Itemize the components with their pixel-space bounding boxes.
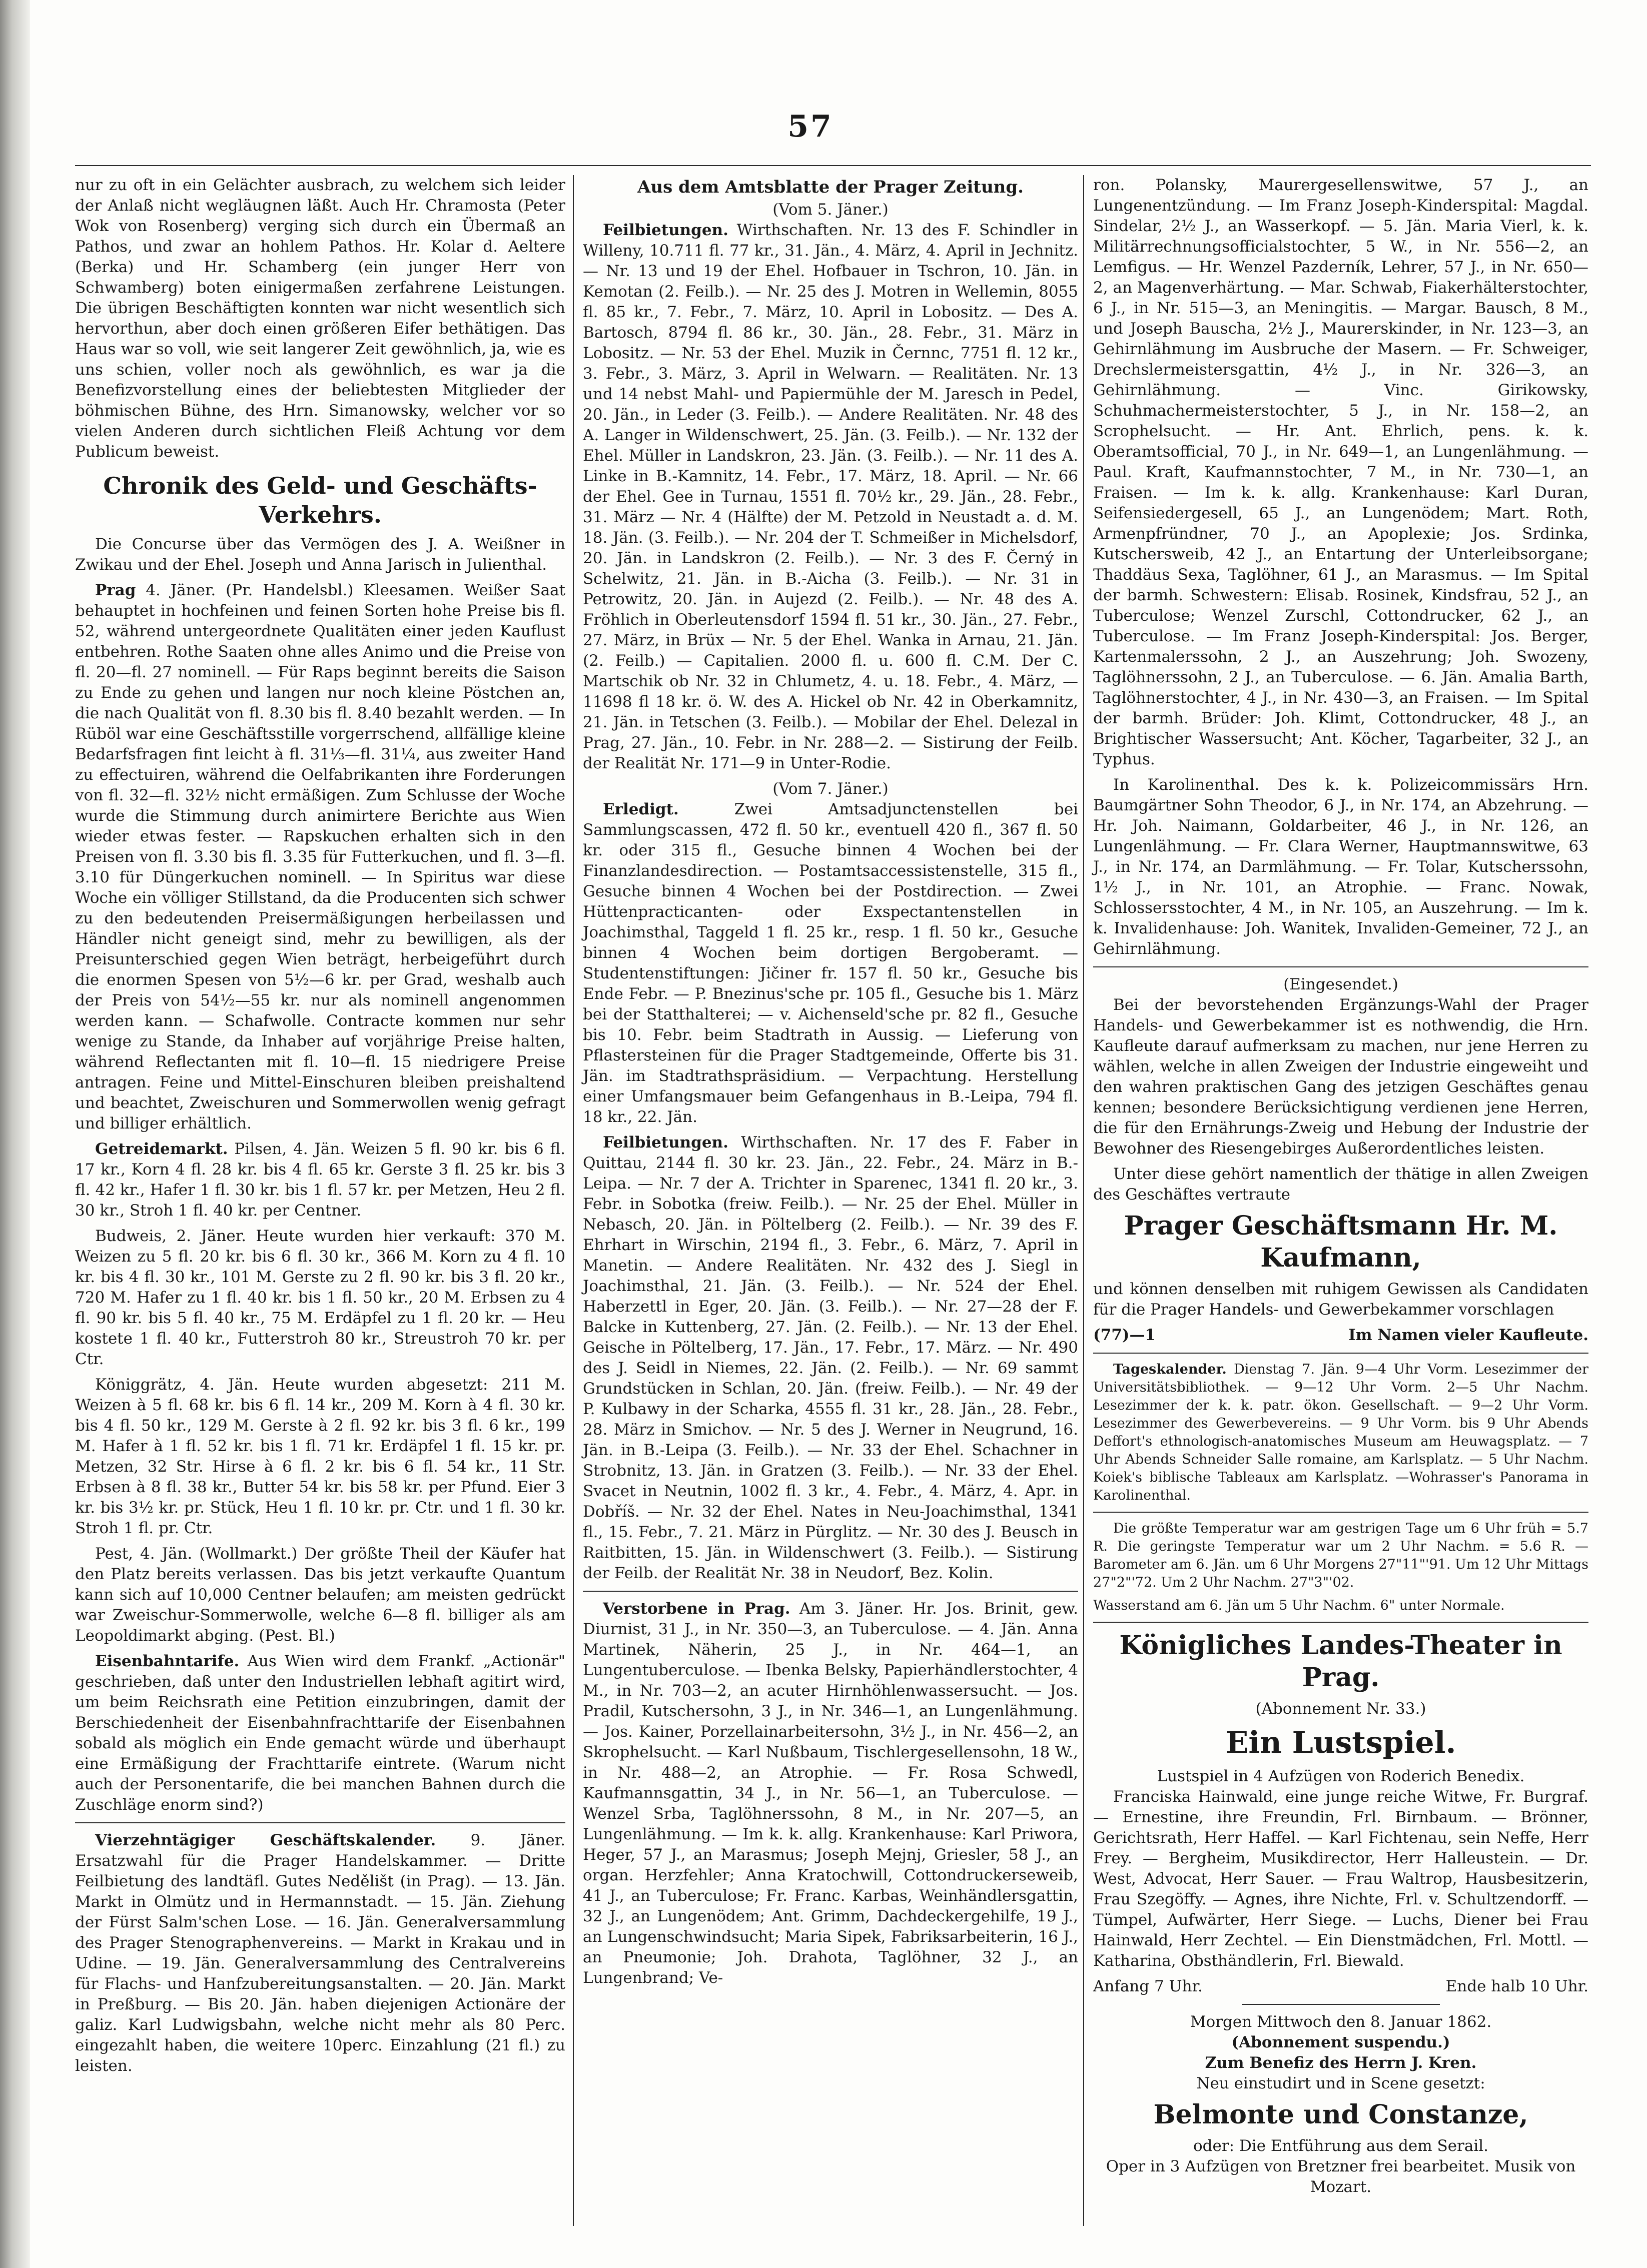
kalender-text: 9. Jäner. Ersatzwahl für die Prager Handelskammer. — Dritte Feilbietung des landtäfl. Gutes Nedělišt (in Prag). — 13. Jän. Markt in Olmütz und in Hermannstadt. — 15. Jän. Ziehung der Fürst Salm'schen Lose. — 16. Jän. Generalversammlung des Prager Stenographenvereins. — Markt in Krakau und in Udine. — 19. Jän. Generalversammlung des Centralvereins für Flachs- und Hanfzubereitungsanstalten. — 20. Jän. Markt in Preßburg. — Bis 20. Jän. haben diejenigen Actionäre der galiz. Karl Ludwigsbahn, welche nicht mehr als 80 Perc. eingezahlt haben, die weitere 10perc. Einzahlung (21 fl.) zu leisten. bbox=[75, 1831, 565, 2075]
verstorbene-continued: ron. Polansky, Maurergesellenswitwe, 57 J., an Lungenentzündung. — Im Franz Joseph-Kinderspital: Magdal. Sindelar, 2½ J., an Wasserkopf. — 5. Jän. Maria Vierl, k. k. Militärrechnungsofficialstochter, 5 W., in Nr. 556—2, an Lemfigus. — Hr. Wenzel Pazderník, Lehrer, 57 J., in Nr. 650—2, an Magenverhärtung. — Mar. Schwab, Fiakerhälterstochter, 6 J., in Nr. 515—3, an Meningitis. — Margar. Bausch, 8 M., und Joseph Bauscha, 2½ J., Maurerskinder, in Nr. 123—3, an Gehirnlähmung im Ausbruche der Masern. — Fr. Schweiger, Drechslermeistersgattin, 4½ J., in Nr. 326—3, an Gehirnlähmung. — Vinc. Girikowsky, Schuhmachermeisterstochter, 5 J., in Nr. 158—2, an Scrophelsucht. — Hr. Ant. Ehrlich, pens. k. k. Oberamtsofficial, 70 J., in Nr. 649—1, an Lungenlähmung. — Paul. Kraft, Kaufmannstochter, 7 M., in Nr. 730—1, an Fraisen. — Im k. k. allg. Krankenhause: Karl Duran, Seifensiedergesell, 65 J., an Lungenödem; Mart. Roth, Armenpfründner, 70 J., an Apoplexie; Jos. Srdinka, Kutschersweib, 42 J., an Entartung der Unterleibsorgane; Thaddäus Sexa, Taglöhner, 61 J., an Marasmus. — Im Spital der barmh. Schwestern: Elisab. Rosinek, Kindsfrau, 52 J., an Tuberculose; Wenzel Zurschl, Cottondrucker, 62 J., an Tuberculose. — Im Franz Joseph-Kinderspital: Jos. Berger, Kartenmalerssohn, 2 J., an Auszehrung; Joh. Swozeny, Taglöhnerssohn, 2 J., an Tuberculose. — 6. Jän. Amalia Barth, Taglöhnerstochter, 4 J., in Nr. 430—3, an Fraisen. — Im Spital der barmh. Brüder: Joh. Klimt, Cottondrucker, 48 J., an Brightischer Wassersucht; Ant. Köcher, Tagarbeiter, 32 J., an Typhus. bbox=[1093, 176, 1588, 768]
divider bbox=[583, 1591, 1078, 1592]
column-2 bbox=[583, 175, 1078, 1993]
verstorbene-lead: Verstorbene in Prag. bbox=[603, 1600, 790, 1618]
column-divider bbox=[1083, 175, 1084, 2226]
budweis-paragraph: Budweis, 2. Jäner. Heute wurden hier verkauft: 370 M. Weizen zu 5 fl. 20 kr. bis 6 fl. 30 kr., 366 M. Korn zu 4 fl. 10 kr. bis 4 fl. 30 kr., 101 M. Gerste zu 2 fl. 90 kr. bis 3 fl. 20 kr., 720 M. Hafer zu 1 fl. 40 kr. bis 1 fl. 50 kr., 20 M. Erbsen zu 4 fl. 90 kr. bis 5 fl. 40 kr., 75 M. Erdäpfel zu 1 fl. 20 kr. — Heu kostete 1 fl. 40 kr., Futterstroh 80 kr., Streustroh 70 kr. per Ctr. bbox=[75, 1227, 565, 1368]
signature-line bbox=[1093, 1325, 1588, 1346]
ad-number: (77)—1 bbox=[1093, 1326, 1156, 1344]
signature: Im Namen vieler Kaufleute. bbox=[1348, 1326, 1588, 1344]
pilsen-text: Pilsen, 4. Jän. Weizen 5 fl. 90 kr. bis 6 fl. 17 kr., Korn 4 fl. 28 kr. bis 4 fl. 65 kr. Gerste 3 fl. 25 kr. bis 3 fl. 42 kr., Hafer 1 fl. 30 kr. bis 1 fl. 57 kr. per Metzen, Heu 2 fl. 30 kr., Stroh 1 fl. 40 kr. per Centner. bbox=[75, 1140, 565, 1220]
end-time: Ende halb 10 Uhr. bbox=[1445, 1977, 1588, 1995]
column-3 bbox=[1093, 175, 1588, 2197]
eisenbahn-lead: Eisenbahntarife. bbox=[95, 1652, 240, 1670]
erledigt-paragraph bbox=[583, 799, 1078, 1127]
koeniggraetz-paragraph: Königgrätz, 4. Jän. Heute wurden abgesetzt: 211 M. Weizen à 5 fl. 68 kr. bis 6 fl. 14 kr., 209 M. Korn à 4 fl. 30 kr. bis 4 fl. 50 kr., 129 M. Gerste à 2 fl. 92 kr. bis 3 fl. 6 kr., 199 M. Hafer à 1 fl. 52 kr. bis 1 fl. 71 kr. Erdäpfel 1 fl. 15 kr. pr. Metzen, 32 Str. Hirse à 6 fl. 2 kr. bis 6 fl. 54 kr., 11 Str. Erbsen à 8 fl. 38 kr., Butter 54 kr. bis 58 kr. per Pfund. Eier 3 kr. bis 3½ kr. pr. Stück, Heu 1 fl. 10 kr. pr. Ctr. und 1 fl. 30 kr. Stroh 1 fl. pr. Ctr. bbox=[75, 1376, 565, 1537]
benefiz-line: Zum Benefiz des Herrn J. Kren. bbox=[1205, 2054, 1477, 2072]
neu-line: Neu einstudirt und in Scene gesetzt: bbox=[1196, 2074, 1485, 2092]
header-rule bbox=[75, 165, 1591, 166]
tageskalender-text: Dienstag 7. Jän. 9—4 Uhr Vorm. Lesezimmer der Universitätsbibliothek. — 9—12 Uhr Vorm. 2—5 Uhr Nachm. Lesezimmer der k. k. patr. ökon. Gesellschaft. — 9—2 Uhr Vorm. Lesezimmer des Gewerbevereins. — 9 Uhr Vorm. bis 9 Uhr Abends Deffort's ethnologisch-anatomisches Museum am Heuwagsplatz. — 7 Uhr Abends Schneider Salle romaine, am Karlsplatz. — 5 Uhr Nachm. Koiek's biblische Tableaux am Karlsplatz. —Wohrasser's Panorama in Karolinenthal. bbox=[1093, 1362, 1588, 1503]
date-heading: (Vom 5. Jäner.) bbox=[772, 201, 889, 219]
column-divider bbox=[573, 175, 574, 2226]
verstorbene-paragraph bbox=[583, 1599, 1078, 1988]
tageskalender-paragraph bbox=[1093, 1361, 1588, 1505]
divider bbox=[1242, 2004, 1440, 2005]
section-title-chronik: Chronik des Geld- und Geschäfts-Verkehrs. bbox=[103, 472, 537, 528]
date-heading: (Vom 7. Jäner.) bbox=[772, 780, 889, 798]
next-date: Morgen Mittwoch den 8. Januar 1862. bbox=[1190, 2013, 1492, 2031]
divider bbox=[1093, 1512, 1588, 1513]
kalender-paragraph bbox=[75, 1830, 565, 2076]
theater-review-text: nur zu oft in ein Gelächter ausbrach, zu welchem sich leider der Anlaß nicht wegläugnen läßt. Auch Hr. Chramosta (Peter Wok von Rosenberg) verging sich durch ein Übermaß an Pathos, und zwar an hohlem Pathos. Hr. Kolar d. Aeltere (Berka) und Hr. Schamberg (ein junger Herr von Schwamberg) boten einigermaßen zerfahrene Leistungen. Die übrigen Beschäftigten konnten war nicht wesentlich sich hervorthun, aber doch einen größeren Eifer bethätigen. Das Haus war so voll, wie seit langerer Zeit gewöhnlich, ja, wie es uns schien, voller noch als gewöhnlich, es war ja die Benefizvorstellung eines der beliebtesten Mitglieder der böhmischen Bühne, des Hrn. Simanowsky, welcher vor so vielen Anderen durch sichtlichen Fleiß Achtung vor dem Publicum beweist. bbox=[75, 176, 565, 461]
time-line bbox=[1093, 1976, 1588, 1997]
play-subtitle: Lustspiel in 4 Aufzügen von Roderich Benedix. bbox=[1157, 1767, 1525, 1785]
candidaten-paragraph: und können denselben mit ruhigem Gewissen als Candidaten für die Prager Handels- und Gewerbekammer vorschlagen bbox=[1093, 1280, 1588, 1319]
feilbietungen-text: Wirthschaften. Nr. 13 des F. Schindler in Willeny, 10.711 fl. 77 kr., 31. Jän., 4. März, 4. April in Jechnitz. — Nr. 13 und 19 der Ehel. Hofbauer in Tschron, 10. Jän. in Kemotan (2. Feilb.). — Nr. 25 des J. Motren in Wellemin, 8055 fl. 85 kr., 7. Febr., 7. März, 10. April in Lobositz. — Des A. Bartosch, 8794 fl. 86 kr., 30. Jän., 28. Febr., 31. März in Lobositz. — Nr. 53 der Ehel. Muzik in Černnc, 7751 fl. 12 kr., 3. Febr., 3. März, 3. April in Welwarn. — Realitäten. Nr. 13 und 14 nebst Mahl- und Papiermühle der M. Jaresch in Pedel, 20. Jän., in Leder (3. Feilb.). — Andere Realitäten. Nr. 48 des A. Langer in Wildenschwert, 25. Jän. (3. Feilb.). — Nr. 132 der Ehel. Müller in Landskron, 23. Jän. (3. Feilb.). — Nr. 11 des A. Linke in B.-Kamnitz, 14. Febr., 17. März, 18. April. — Nr. 66 der Ehel. Gee in Turnau, 1551 fl. 70½ kr., 29. Jän., 28. Febr., 31. März — Nr. 4 (Hälfte) der M. Petzold in Neustadt a. d. M. 18. Jän. (3. Feilb.). — Nr. 204 der T. Schmeißer in Michelsdorf, 20. Jän. in Landskron (2. Feilb.). — Nr. 3 des F. Černý in Schelwitz, 21. Jän. in B.-Aicha (3. Feilb.). — Nr. 31 in Petrowitz, 20. Jän. in Aujezd (2. Feilb.). — Nr. 48 des A. Fröhlich in Oberleutensdorf 1594 fl. 51 kr., 30. Jän., 27. Febr., 27. März, in Brüx — Nr. 5 der Ehel. Wanka in Arnau, 21. Jän. (2. Feilb.) — Capitalien. 2000 fl. u. 600 fl. C.M. Der C. Martschik ob Nr. 32 in Chlumetz, 4. u. 18. Febr., 4. März, — 11698 fl 18 kr. ö. W. des A. Hickel ob Nr. 42 in Oberkamnitz, 21. Jän. in Tetschen (3. Feilb.). — Mobilar der Ehel. Delezal in Prag, 27. Jän., 10. Febr. in Nr. 288—2. — Sistirung der Feilb. der Realität Nr. 171—9 in Unter-Rodie. bbox=[583, 221, 1078, 772]
eingesendet-heading: (Eingesendet.) bbox=[1283, 975, 1398, 993]
prag-lead: Prag bbox=[95, 581, 136, 599]
feilbietungen-paragraph bbox=[583, 220, 1078, 774]
play-title: Ein Lustspiel. bbox=[1225, 1725, 1456, 1760]
verstorbene-text: Am 3. Jäner. Hr. Jos. Brinit, gew. Diurnist, 31 J., in Nr. 350—3, an Tuberculose. — 4. Jän. Anna Martinek, Näherin, 25 J., in Nr. 464—1, an Lungentuberculose. — Ibenka Belsky, Papierhändlerstochter, 4 M., in Nr. 703—2, an acuter Hirnhöhlenwassersucht. — Jos. Pradil, Kutschersohn, 3 J., in Nr. 346—1, an Lungenlähmung. — Jos. Kainer, Porzellainarbeitersohn, 3½ J., in Nr. 456—2, an Skrophelsucht. — Karl Nußbaum, Tischlergesellensohn, 18 W., in Nr. 488—2, an Atrophie. — Fr. Rosa Schwedl, Kaufmannsgattin, 34 J., in Nr. 56—1, an Tuberculose. — Wenzel Srba, Taglöhnerssohn, 8 M., in Nr. 207—5, an Lungenlähmung. — Im k. k. allg. Krankenhause: Karl Priwora, Heger, 57 J., an Marasmus; Joseph Mejnj, Griesler, 58 J., an organ. Herzfehler; Anna Kratochwill, Cottondruckerseweib, 41 J., an Tuberculose; Fr. Franc. Karbas, Weinhändlersgattin, 32 J., an Lungenödem; Ant. Grimm, Dachdeckergehilfe, 19 J., an Lungenschwindsucht; Maria Sipek, Fabriksarbeiterin, 16 J., an Pneumonie; Joh. Drahota, Taglöhner, 32 J., an Lungenbrand; Ve- bbox=[583, 1600, 1079, 1987]
divider bbox=[75, 1822, 565, 1823]
eingesendet-paragraph: Bei der bevorstehenden Ergänzungs-Wahl der Prager Handels- und Gewerbekammer ist es nothwendig, die Hrn. Kaufleute darauf aufmerksam zu machen, nur jene Herren zu wählen, welche in allen Zweigen der Industrie eingeweiht und den wahren praktischen Gang des jetzigen Geschäftes genau kennen; besondere Berücksichtigung verdienen jene Herren, die für den Ernährungs-Zweig und Hebung der Industrie der Bewohner des Riesengebirges Außerordentliches leisten. bbox=[1093, 996, 1588, 1158]
opera-title: Belmonte und Constanze, bbox=[1153, 2099, 1528, 2130]
eisenbahn-text: Aus Wien wird dem Frankf. „Actionär" geschrieben, daß unter den Industriellen lebhaft agitirt wird, um beim Reichsrath eine Petition einzubringen, damit der Berschiedenheit der Eisenbahnfrachttarife der Eisenbahnen sobald als möglich ein Ende gemacht würde und überhaupt eine Ermäßigung der Frachttarife eintrete. (Warum nicht auch der Personentarife, die bei manchen Bahnen durch die Zuschläge enorm sind?) bbox=[75, 1652, 565, 1814]
feilbietungen-lead: Feilbietungen. bbox=[603, 221, 728, 239]
getreide-lead: Getreidemarkt. bbox=[95, 1140, 228, 1158]
karolinenthal-paragraph: In Karolinenthal. Des k. k. Polizeicommissärs Hrn. Baumgärtner Sohn Theodor, 6 J., in Nr. 174, an Abzehrung. — Hr. Joh. Naimann, Goldarbeiter, 46 J., in Nr. 126, an Lungenlähmung. — Fr. Clara Werner, Hauptmannswitwe, 63 J., in Nr. 174, an Darmlähmung. — Fr. Tolar, Kutscherssohn, 1½ J., in Nr. 101, an Atrophie. — Franc. Nowak, Schlossersstochter, 4 M., in Nr. 105, an Auszehrung. — Im k. k. Invalidenhause: Joh. Wanitek, Invaliden-Gemeiner, 72 J., an Gehirnlähmung. bbox=[1093, 776, 1588, 958]
temperature-paragraph: Die größte Temperatur war am gestrigen Tage um 6 Uhr früh = 5.7 R. Die geringste Temperatur war um 2 Uhr Nachm. = 5.6 R. — Barometer am 6. Jän. um 6 Uhr Morgens 27"11"'91. Um 12 Uhr Mittags 27"2"'72. Um 2 Uhr Nachm. 27"3"'02. bbox=[1093, 1521, 1588, 1590]
feilbietungen-paragraph bbox=[583, 1132, 1078, 1584]
pilsen-paragraph bbox=[75, 1139, 565, 1221]
opera-subtitle: oder: Die Entführung aus dem Serail. bbox=[1193, 2137, 1489, 2155]
page-binding-edge bbox=[0, 0, 30, 2268]
start-time: Anfang 7 Uhr. bbox=[1093, 1977, 1203, 1995]
divider bbox=[1093, 1622, 1588, 1623]
concurse-paragraph: Die Concurse über das Vermögen des J. A. Weißner in Zwikau und der Ehel. Joseph und Anna Jarisch in Julienthal. bbox=[75, 535, 565, 574]
divider bbox=[1093, 1353, 1588, 1354]
divider bbox=[1093, 966, 1588, 967]
wasserstand-paragraph: Wasserstand am 6. Jän um 5 Uhr Nachm. 6" unter Normale. bbox=[1093, 1598, 1505, 1613]
section-title-amtsblatt: Aus dem Amtsblatte der Prager Zeitung. bbox=[637, 177, 1024, 197]
feilbietungen-lead: Feilbietungen. bbox=[603, 1133, 728, 1152]
tageskalender-lead: Tageskalender. bbox=[1113, 1362, 1227, 1377]
erledigt-lead: Erledigt. bbox=[603, 800, 679, 818]
unter-paragraph: Unter diese gehört namentlich der thätige in allen Zweigen des Geschäftes vertraute bbox=[1093, 1165, 1588, 1204]
feilbietungen-text: Wirthschaften. Nr. 17 des F. Faber in Quittau, 2144 fl. 30 kr. 23. Jän., 22. Febr., 24. März in B.-Leipa. — Nr. 7 der A. Trichter in Sparenec, 1341 fl. 20 kr., 3. Febr. in Sobotka (freiw. Feilb.). — Nr. 25 der Ehel. Müller in Nebasch, 20. Jän. in Pöltelberg (2. Feilb.). — Nr. 39 des F. Ehrhart in Wirschin, 2194 fl., 3. Febr., 6. März, 7. April in Manetin. — Andere Realitäten. Nr. 432 des J. Siegl in Joachimsthal, 21. Jän. (3. Feilb.). — Nr. 524 der Ehel. Haberzettl in Eger, 20. Jän. (3. Feilb.). — Nr. 27—28 der F. Balcke in Kuttenberg, 27. Jän. (2. Feilb.). — Nr. 13 der Ehel. Geische in Pöltelberg, 17. Jän., 17. Febr., 17. März. — Nr. 490 des J. Seidl in Niemes, 22. Jän. (2. Feilb.). — Nr. 69 sammt Grundstücken in Schlan, 20. Jän. (freiw. Feilb.). — Nr. 49 der P. Kulbawy in der Scharka, 4555 fl. 31 kr., 28. Jän., 28. Febr., 28. März in Smichov. — Nr. 5 des J. Werner in Neugrund, 16. Jän. in B.-Leipa (3. Feilb.). — Nr. 33 der Ehel. Schachner in Strobnitz, 13. Jän. in Gratzen (3. Feilb.). — Nr. 33 der Ehel. Svacet in Neutnin, 1002 fl. 3 kr., 4. Febr., 4. März, 4. Apr. in Dobříš. — Nr. 32 der Ehel. Nates in Neu-Joachimsthal, 1341 fl., 15. Febr., 7. 21. März in Pürglitz. — Nr. 30 des J. Beusch in Raitbitten, 15. Jän. in Wildenschwert (3. Feilb.). — Sistirung der Feilb. der Realität Nr. 38 in Neudorf, Bez. Kolin. bbox=[583, 1133, 1078, 1582]
opera-credits: Oper in 3 Aufzügen von Bretzner frei bearbeitet. Musik von Mozart. bbox=[1106, 2157, 1576, 2196]
kaufmann-name: Prager Geschäftsmann Hr. M. Kaufmann, bbox=[1124, 1211, 1558, 1273]
kalender-lead: Vierzehntägiger Geschäftskalender. bbox=[95, 1831, 436, 1849]
column-1 bbox=[75, 175, 565, 2081]
pest-paragraph: Pest, 4. Jän. (Wollmarkt.) Der größte Theil der Käufer hat den Platz bereits verlassen. Das bis jetzt verkaufte Quantum kann sich auf 10,000 Centner belaufen; am meisten gedrückt war Zweischur-Sommerwolle, welche 6—8 fl. billiger als am Leopoldimarkt abging. (Pest. Bl.) bbox=[75, 1545, 565, 1645]
eisenbahn-paragraph bbox=[75, 1651, 565, 1815]
page-number: 57 bbox=[787, 109, 834, 144]
prag-market-paragraph bbox=[75, 580, 565, 1134]
prag-text: 4. Jäner. (Pr. Handelsbl.) Kleesamen. Weißer Saat behauptet in hochfeinen und feinen Sorten hohe Preise bis fl. 52, während untergeordnete Qualitäten einer jeden Kauflust entbehren. Rothe Saaten ohne alles Animo und die Preise von fl. 20—fl. 27 nominell. — Für Raps beginnt bereits die Saison zu Ende zu gehen und langen nur noch kleine Pöstchen an, die nach Qualität von fl. 8.30 bis fl. 8.40 bezahlt werden. — In Rüböl war eine Geschäftsstille vorgerrschend, allfällige kleine Bedarfsfragen fint leicht à fl. 31⅓—fl. 31¼, aus zweiter Hand zu effectuiren, während die Oelfabrikanten ihre Forderungen von fl. 32—fl. 32½ nicht ermäßigen. Zum Schlusse der Woche wurde die Stimmung durch animirtere Berichte aus Wien wieder etwas fester. — Rapskuchen erhalten sich in den Preisen von fl. 3.30 bis fl. 3.35 für Futterkuchen, und fl. 3—fl. 3.10 für Düngerkuchen nominell. — In Spiritus war diese Woche ein völliger Stillstand, da die Producenten sich schwer zu den bedeutenden Preisermäßigungen herbeilassen und Händler nicht geneigt sind, mehr zu bewilligen, als der Preisunterschied gegen Wien beträgt, herbeigeführt durch die enormen Spesen von 5½—6 kr. per Grad, weshalb auch der Preis von 54½—55 kr. nur als nominell angenommen werden kann. — Schafwolle. Contracte kommen nur sehr wenige zu Stande, da Inhaber auf vorjährige Preise halten, während Reflectanten mit fl. 10—fl. 15 niedrigere Preise antragen. Feine und Mittel-Einschuren bleiben preishaltend und beachtet, Zweischuren und Sommerwollen wenig gefragt und billiger erhältlich. bbox=[75, 581, 566, 1132]
abonnement-suspended: (Abonnement suspendu.) bbox=[1231, 2033, 1450, 2051]
theater-title: Königliches Landes-Theater in Prag. bbox=[1119, 1630, 1562, 1693]
abonnement-note: (Abonnement Nr. 33.) bbox=[1255, 1700, 1426, 1718]
cast-paragraph: Franciska Hainwald, eine junge reiche Witwe, Fr. Burgraf. — Ernestine, ihre Freundin, Frl. Birnbaum. — Brönner, Gerichtsrath, Herr Haffel. — Karl Fichtenau, sein Neffe, Herr Frey. — Bergheim, Musikdirector, Herr Halleustein. — Dr. West, Advocat, Herr Sauer. — Frau Waltrop, Hausbesitzerin, Frau Szegöffy. — Agnes, ihre Nichte, Frl. v. Schultzendorff. — Tümpel, Aufwärter, Herr Siege. — Luchs, Diener bei Frau Hainwald, Herr Zechtel. — Ein Dienstmädchen, Frl. Mottl. — Katharina, Obsthändlerin, Frl. Biewald. bbox=[1093, 1788, 1588, 1970]
erledigt-text: Zwei Amtsadjunctenstellen bei Sammlungscassen, 472 fl. 50 kr., eventuell 420 fl., 367 fl. 50 kr. oder 315 fl., Gesuche binnen 4 Wochen bei der Finanzlandesdirection. — Postamtsaccessistenstelle, 315 fl., Gesuche binnen 4 Wochen bei der Postdirection. — Zwei Hüttenpracticanten- oder Exspectantenstellen in Joachimsthal, Taggeld 1 fl. 25 kr., resp. 1 fl. 50 kr., Gesuche binnen 4 Wochen beim dortigen Bergoberamt. — Studentenstiftungen: Jičiner fr. 157 fl. 50 kr., Gesuche bis Ende Febr. — P. Bnezinus'sche pr. 105 fl., Gesuche bis 1. März bei der Statthalterei; — v. Aichenseld'sche pr. 82 fl., Gesuche bis 10. Febr. beim Stadtrath in Aussig. — Lieferung von Pflastersteinen für die Prager Stadtgemeinde, Offerte bis 31. Jän. im Stadtrathspräsidium. — Verpachtung. Herstellung einer Umfangsmauer beim Gefangenhaus in B.-Leipa, 794 fl. 18 kr., 22. Jän. bbox=[583, 800, 1078, 1126]
